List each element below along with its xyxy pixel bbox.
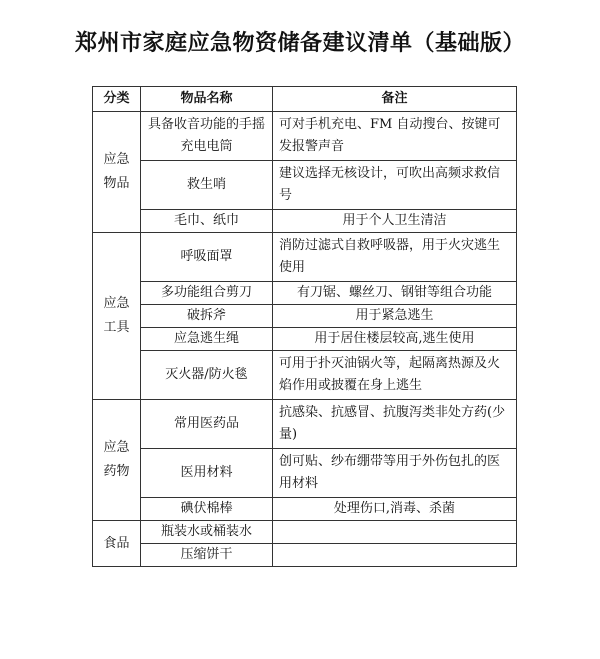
table-row — [93, 351, 517, 400]
header-note: 备注 — [273, 87, 517, 112]
note-cell: 消防过滤式自救呼吸器，用于火灾逃生使用 — [273, 233, 517, 282]
item-cell: 瓶装水或桶装水 — [141, 521, 273, 544]
table-row — [93, 161, 517, 210]
item-cell: 破拆斧 — [141, 305, 273, 328]
note-cell: 用于个人卫生清洁 — [273, 210, 517, 233]
item-cell: 应急逃生绳 — [141, 328, 273, 351]
item-cell: 灭火器/防火毯 — [141, 351, 273, 400]
table-row — [93, 305, 517, 328]
note-cell: 用于居住楼层较高,逃生使用 — [273, 328, 517, 351]
note-cell: 建议选择无核设计，可吹出高频求救信号 — [273, 161, 517, 210]
item-cell: 救生哨 — [141, 161, 273, 210]
table-row — [93, 328, 517, 351]
item-cell: 呼吸面罩 — [141, 233, 273, 282]
item-cell: 碘伏棉棒 — [141, 498, 273, 521]
note-cell: 处理伤口,消毒、杀菌 — [273, 498, 517, 521]
table-row — [93, 210, 517, 233]
header-item: 物品名称 — [141, 87, 273, 112]
note-cell: 可用于扑灭油锅火等，起隔离热源及火焰作用或披覆在身上逃生 — [273, 351, 517, 400]
table-header-row — [93, 87, 517, 112]
table-row — [93, 544, 517, 567]
table-row — [93, 498, 517, 521]
category-cell: 食品 — [93, 521, 141, 567]
item-cell: 具备收音功能的手摇充电电筒 — [141, 112, 273, 161]
page-title: 郑州市家庭应急物资储备建议清单（基础版） — [74, 31, 525, 56]
note-cell — [273, 521, 517, 544]
category-cell: 应急工具 — [93, 233, 141, 400]
category-cell: 应急物品 — [93, 112, 141, 233]
supply-table — [92, 86, 517, 567]
note-cell: 抗感染、抗感冒、抗腹泻类非处方药(少量) — [273, 400, 517, 449]
item-cell: 毛巾、纸巾 — [141, 210, 273, 233]
table-row — [93, 112, 517, 161]
table-row — [93, 400, 517, 449]
table-row — [93, 233, 517, 282]
table-row — [93, 521, 517, 544]
item-cell: 压缩饼干 — [141, 544, 273, 567]
note-cell: 用于紧急逃生 — [273, 305, 517, 328]
item-cell: 多功能组合剪刀 — [141, 282, 273, 305]
note-cell: 有刀锯、螺丝刀、钢钳等组合功能 — [273, 282, 517, 305]
item-cell: 常用医药品 — [141, 400, 273, 449]
item-cell: 医用材料 — [141, 449, 273, 498]
table-row — [93, 449, 517, 498]
table-row — [93, 282, 517, 305]
note-cell — [273, 544, 517, 567]
note-cell: 创可贴、纱布绷带等用于外伤包扎的医用材料 — [273, 449, 517, 498]
header-category: 分类 — [93, 87, 141, 112]
note-cell: 可对手机充电、FM 自动搜台、按键可发报警声音 — [273, 112, 517, 161]
category-cell: 应急药物 — [93, 400, 141, 521]
